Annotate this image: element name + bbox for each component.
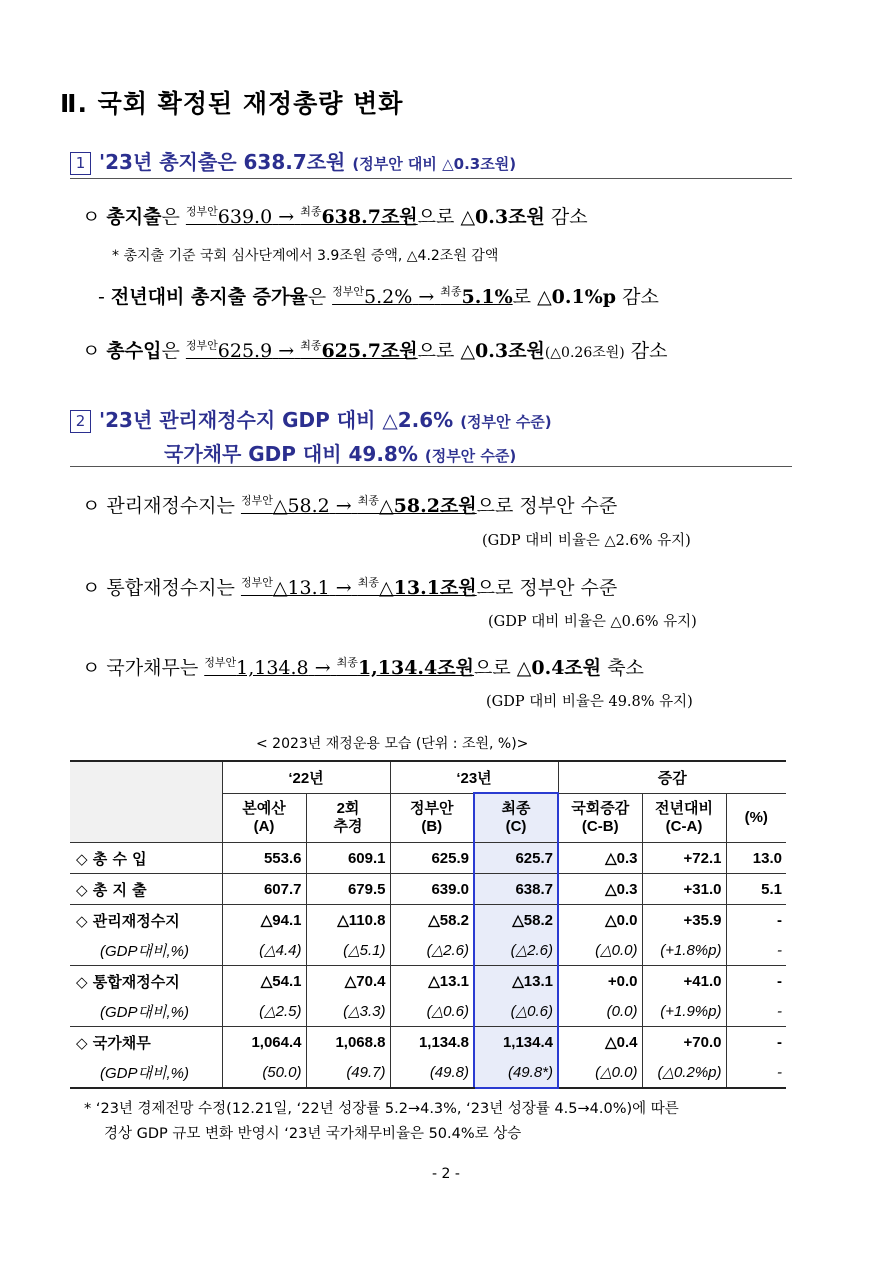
josa: 는 (216, 495, 235, 517)
col-header: 전년대비 (C-A) (642, 793, 726, 843)
cell: 1,064.4 (222, 1027, 306, 1058)
cell: - (726, 996, 786, 1027)
bullet-lead: 총지출 (106, 206, 162, 228)
cell: +35.9 (642, 905, 726, 936)
cell: 639.0 (390, 874, 474, 905)
arrow: → (335, 577, 352, 599)
bullet-lead: 국가채무 (106, 657, 180, 679)
heading-2-line1: '23년 관리재정수지 GDP 대비 △2.6% (99, 408, 454, 432)
table-row (70, 874, 786, 905)
delta: △0.4조원 (516, 657, 602, 679)
cell: △94.1 (222, 905, 306, 936)
cell-final: (△0.6) (474, 996, 558, 1027)
josa: 은 (307, 286, 327, 308)
arrow: → (278, 340, 295, 362)
bullet-lead: 관리재정수지 (106, 495, 217, 517)
cell: - (726, 935, 786, 966)
josa: 으로 (473, 657, 511, 679)
delta: △0.3조원 (460, 206, 545, 228)
sup-label: 정부안 (332, 285, 364, 298)
sup-label: 정부안 (185, 339, 218, 352)
cell: (+1.8%p) (642, 935, 726, 966)
heading-1-sub: (정부안 대비 △0.3조원) (352, 155, 517, 173)
cell: +41.0 (642, 966, 726, 997)
bullet-mark: ㅇ (82, 657, 101, 679)
col-header: 정부안 (B) (390, 793, 474, 843)
cell: (△3.3) (306, 996, 390, 1027)
value-after: 638.7조원 (321, 206, 418, 228)
footnote-line-1: * ‘23년 경제전망 수정(12.21일, ‘22년 성장률 5.2→4.3%, ‘23년 성장률 4.5→4.0%)에 따른 (84, 1101, 679, 1117)
cell: △70.4 (306, 966, 390, 997)
value-after: △13.1조원 (379, 577, 477, 599)
cell: (49.8) (390, 1057, 474, 1088)
cell: 609.1 (306, 843, 390, 874)
bullet-lead: 총수입 (106, 340, 162, 362)
paren-note: (△0.26조원) (544, 345, 625, 361)
sup-label: 최종 (336, 656, 358, 669)
cell: - (726, 1057, 786, 1088)
row-label: ◇ 관리재정수지 (76, 911, 180, 930)
josa: 은 (161, 340, 180, 362)
josa: 으로 (417, 206, 455, 228)
row-label: (GDP대비,%) (70, 935, 222, 966)
josa: 는 (179, 657, 199, 679)
cell: +31.0 (642, 874, 726, 905)
cell: △0.4 (558, 1027, 642, 1058)
cell: 1,134.8 (390, 1027, 474, 1058)
fiscal-table (70, 760, 786, 1089)
page-number: - 2 - (432, 1166, 460, 1182)
delta: △0.1%p (537, 286, 617, 308)
arrow: → (278, 206, 295, 228)
row-label: (GDP대비,%) (70, 1057, 222, 1088)
cell: △13.1 (390, 966, 474, 997)
cell: 607.7 (222, 874, 306, 905)
cell: - (726, 905, 786, 936)
sup-label: 정부안 (240, 494, 273, 507)
cell: (△2.6) (390, 935, 474, 966)
value-before: △13.1 (272, 577, 330, 599)
bullet-mark: ㅇ (82, 495, 101, 517)
bullet-total-expenditure (82, 202, 588, 229)
cell: (0.0) (558, 996, 642, 1027)
paren-note: (GDP 대비 비율은 △0.6% 유지) (488, 614, 697, 630)
col-header: (%) (726, 793, 786, 843)
tail: 감소 (622, 286, 659, 308)
col-header-final: 최종 (C) (474, 793, 558, 843)
heading-number: 2 (70, 410, 91, 433)
delta: △0.3조원 (460, 340, 545, 362)
col-header: 2회 추경 (306, 793, 390, 843)
cell: △0.3 (558, 843, 642, 874)
table-caption: < 2023년 재정운용 모습 (단위 : 조원, %)> (256, 736, 529, 752)
value-before: 625.9 (217, 340, 273, 362)
cell: 553.6 (222, 843, 306, 874)
group-header: ‘22년 (222, 761, 390, 793)
cell: (△0.0) (558, 1057, 642, 1088)
sup-label: 최종 (300, 205, 322, 218)
tail: 으로 정부안 수준 (476, 577, 618, 599)
paren-note: (GDP 대비 비율은 49.8% 유지) (486, 694, 693, 710)
table-row (70, 996, 786, 1027)
col-header: 국회증감 (C-B) (558, 793, 642, 843)
josa: 로 (512, 286, 532, 308)
row-label: ◇ 총 수 입 (70, 843, 222, 874)
table-row (70, 905, 786, 936)
value-before: 1,134.8 (236, 657, 309, 679)
cell: 5.1 (726, 874, 786, 905)
tail: 으로 정부안 수준 (476, 495, 618, 517)
value-before: 639.0 (217, 206, 273, 228)
bullet-mark: ㅇ (82, 577, 101, 599)
cell: - (726, 1027, 786, 1058)
sup-label: 최종 (440, 285, 462, 298)
cell: (△5.1) (306, 935, 390, 966)
cell: △110.8 (306, 905, 390, 936)
sup-label: 정부안 (240, 576, 273, 589)
heading-1 (70, 146, 516, 175)
value-before: 5.2% (363, 286, 413, 308)
paren-note: (GDP 대비 비율은 △2.6% 유지) (482, 533, 691, 549)
sup-label: 최종 (357, 494, 380, 507)
value-after: △58.2조원 (379, 495, 477, 517)
cell: △0.3 (558, 874, 642, 905)
cell-final: (△2.6) (474, 935, 558, 966)
cell: +70.0 (642, 1027, 726, 1058)
cell: - (726, 966, 786, 997)
value-after: 1,134.4조원 (357, 657, 474, 679)
footnote-line-2: 경상 GDP 규모 변화 반영시 ‘23년 국가채무비율은 50.4%로 상승 (104, 1126, 522, 1142)
note-1: * 총지출 기준 국회 심사단계에서 3.9조원 증액, △4.2조원 감액 (112, 248, 499, 264)
row-label: ◇ 통합재정수지 (76, 972, 180, 991)
sup-label: 최종 (300, 339, 322, 352)
table-corner (70, 761, 222, 843)
cell: (50.0) (222, 1057, 306, 1088)
cell-final: △13.1 (474, 966, 558, 997)
bullet-consolidated-balance (82, 573, 617, 600)
row-label: ◇ 총 지 출 (70, 874, 222, 905)
josa: 으로 (417, 340, 455, 362)
cell: +0.0 (558, 966, 642, 997)
cell: (△0.0) (558, 935, 642, 966)
col-header: 본예산 (A) (222, 793, 306, 843)
bullet-national-debt (82, 653, 644, 680)
bullet-mark: ㅇ (82, 206, 101, 228)
arrow: → (418, 286, 435, 308)
josa: 는 (216, 577, 235, 599)
arrow: → (314, 657, 331, 679)
heading-divider (70, 178, 792, 179)
heading-number: 1 (70, 152, 91, 175)
cell: 13.0 (726, 843, 786, 874)
bullet-mark: ㅇ (82, 340, 101, 362)
cell: (△2.5) (222, 996, 306, 1027)
cell-final: 1,134.4 (474, 1027, 558, 1058)
value-before: △58.2 (272, 495, 330, 517)
sup-label: 최종 (357, 576, 380, 589)
table-row (70, 843, 786, 874)
bullet-lead: 통합재정수지 (106, 577, 217, 599)
cell-final: 625.7 (474, 843, 558, 874)
heading-2-line1-sub: (정부안 수준) (460, 413, 552, 431)
cell-final: △58.2 (474, 905, 558, 936)
josa: 은 (161, 206, 180, 228)
row-label: (GDP대비,%) (70, 996, 222, 1027)
tail: 감소 (550, 206, 588, 228)
cell: △54.1 (222, 966, 306, 997)
heading-2-line2-sub: (정부안 수준) (424, 447, 517, 465)
table-row (70, 966, 786, 997)
cell: (+1.9%p) (642, 996, 726, 1027)
sup-label: 정부안 (185, 205, 218, 218)
sub-bullet-growth (98, 282, 659, 309)
cell: △0.0 (558, 905, 642, 936)
cell: 625.9 (390, 843, 474, 874)
value-after: 625.7조원 (321, 340, 418, 362)
table-row (70, 935, 786, 966)
group-header: 증감 (558, 761, 786, 793)
value-after: 5.1% (461, 286, 513, 308)
sup-label: 정부안 (204, 656, 237, 669)
cell: (△0.2%p) (642, 1057, 726, 1088)
bullet-lead: 전년대비 총지출 증가율 (110, 286, 308, 308)
cell: 1,068.8 (306, 1027, 390, 1058)
cell-final: (49.8*) (474, 1057, 558, 1088)
cell: +72.1 (642, 843, 726, 874)
cell: (△0.6) (390, 996, 474, 1027)
cell: △58.2 (390, 905, 474, 936)
heading-divider (70, 466, 792, 467)
tail: 감소 (630, 340, 668, 362)
section-title: Ⅱ. 국회 확정된 재정총량 변화 (60, 89, 404, 118)
bullet-managed-balance (82, 491, 617, 518)
cell: 679.5 (306, 874, 390, 905)
heading-2-line2: 국가채무 GDP 대비 49.8% (164, 442, 418, 466)
table-row (70, 1027, 786, 1058)
heading-1-main: '23년 총지출은 638.7조원 (99, 150, 346, 174)
table-row (70, 1057, 786, 1088)
heading-2b (164, 438, 516, 467)
row-label: ◇ 국가채무 (76, 1033, 151, 1052)
dash-mark: - (98, 286, 105, 308)
heading-2 (70, 404, 552, 433)
group-header: ‘23년 (390, 761, 558, 793)
cell: (△4.4) (222, 935, 306, 966)
arrow: → (335, 495, 352, 517)
cell: (49.7) (306, 1057, 390, 1088)
bullet-total-revenue (82, 336, 668, 363)
cell-final: 638.7 (474, 874, 558, 905)
tail: 축소 (607, 657, 644, 679)
